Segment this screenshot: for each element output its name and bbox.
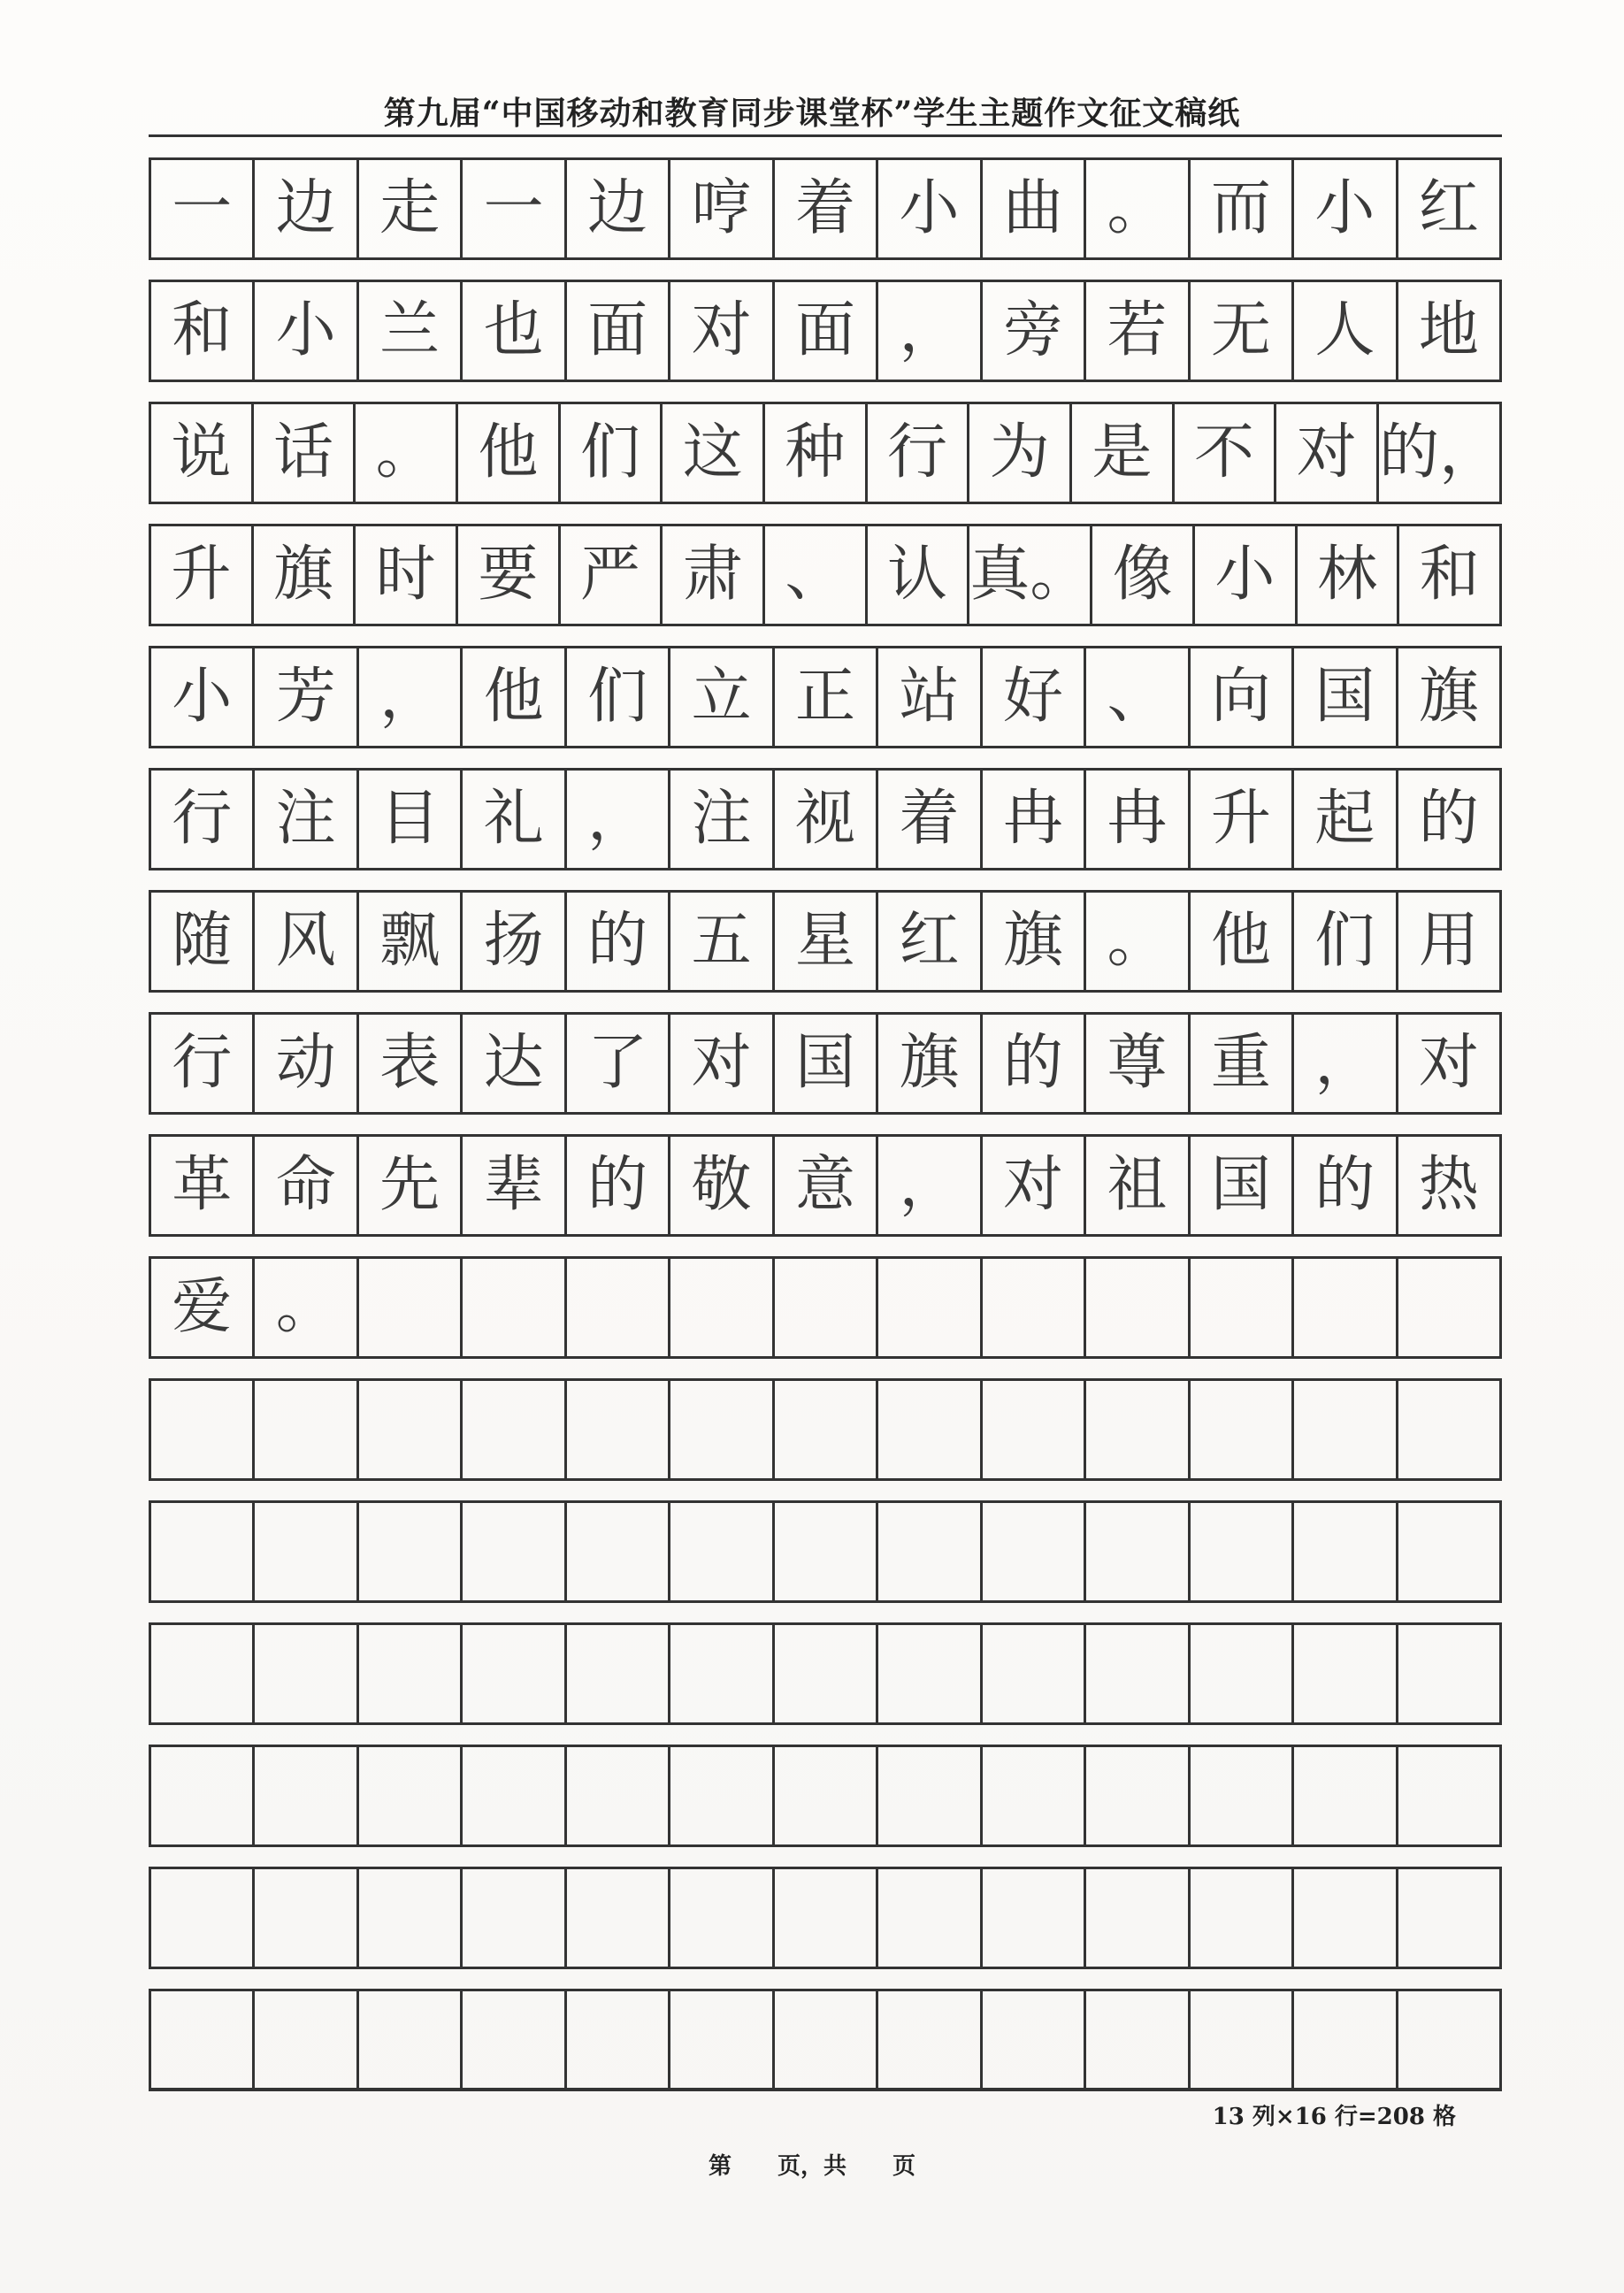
grid-cell: 起 xyxy=(1294,771,1398,868)
grid-cell: 行 xyxy=(151,1015,255,1112)
grid-cell: 一 xyxy=(151,160,255,257)
grid-cell: 小 xyxy=(255,282,358,380)
grid-cell: 林 xyxy=(1298,526,1400,624)
grid-cell: 一 xyxy=(463,160,566,257)
page-number-label: 第 页，共 页 xyxy=(708,2153,915,2180)
grid-cell xyxy=(1086,1747,1190,1844)
header-rule xyxy=(149,134,1502,137)
grid-cell: 芳 xyxy=(255,648,358,746)
grid-cell: 、 xyxy=(765,526,868,624)
grid-cell: 、 xyxy=(1086,648,1190,746)
grid-cell: 向 xyxy=(1191,648,1294,746)
grid-cell xyxy=(359,1625,463,1722)
grid-cell xyxy=(359,1381,463,1478)
grid-cell xyxy=(1294,1747,1398,1844)
grid-cell xyxy=(359,1259,463,1356)
grid-cell: 国 xyxy=(1294,648,1398,746)
grid-cell: 行 xyxy=(868,404,970,502)
grid-cell: 升 xyxy=(151,526,254,624)
grid-cell xyxy=(878,1503,982,1600)
grid-cell xyxy=(567,1869,670,1967)
grid-cell xyxy=(983,1747,1086,1844)
grid-cell xyxy=(775,1747,878,1844)
grid-cell xyxy=(670,1869,774,1967)
grid-cell xyxy=(567,1747,670,1844)
grid-count-label: 13 列×16 行=208 格 xyxy=(1212,2104,1456,2130)
grid-cell xyxy=(1086,1869,1190,1967)
grid-row xyxy=(149,1989,1502,2091)
grid-cell: 对 xyxy=(983,1137,1086,1234)
grid-cell xyxy=(983,1991,1086,2089)
grid-row xyxy=(149,1256,1502,1359)
grid-cell xyxy=(359,1747,463,1844)
grid-cell: 他 xyxy=(1191,893,1294,990)
grid-row xyxy=(149,1134,1502,1237)
grid-cell xyxy=(878,1747,982,1844)
grid-row xyxy=(149,157,1502,260)
grid-cell xyxy=(983,1259,1086,1356)
grid-cell xyxy=(359,1869,463,1967)
grid-cell: 小 xyxy=(1195,526,1298,624)
grid-cell xyxy=(1086,1381,1190,1478)
grid-cell: 小 xyxy=(151,648,255,746)
grid-cell: 动 xyxy=(255,1015,358,1112)
grid-cell: ， xyxy=(878,1137,982,1234)
grid-cell: 祖 xyxy=(1086,1137,1190,1234)
grid-cell xyxy=(463,1259,566,1356)
grid-cell: 人 xyxy=(1294,282,1398,380)
grid-cell: 敬 xyxy=(670,1137,774,1234)
grid-row xyxy=(149,890,1502,993)
grid-cell xyxy=(463,1991,566,2089)
grid-row xyxy=(149,1378,1502,1481)
grid-cell: 国 xyxy=(1191,1137,1294,1234)
grid-cell: 和 xyxy=(151,282,255,380)
grid-cell xyxy=(670,1991,774,2089)
grid-cell xyxy=(1191,1381,1294,1478)
grid-cell: 走 xyxy=(359,160,463,257)
grid-cell xyxy=(775,1991,878,2089)
grid-cell: 辈 xyxy=(463,1137,566,1234)
grid-cell xyxy=(878,1381,982,1478)
grid-cell: 们 xyxy=(567,648,670,746)
grid-cell: 重 xyxy=(1191,1015,1294,1112)
grid-row xyxy=(149,1012,1502,1115)
grid-cell xyxy=(775,1869,878,1967)
grid-cell: 目 xyxy=(359,771,463,868)
grid-cell: 站 xyxy=(878,648,982,746)
grid-cell: 。 xyxy=(1086,160,1190,257)
grid-cell: 旗 xyxy=(1418,662,1479,732)
grid-cell: 飘 xyxy=(359,893,463,990)
grid-row xyxy=(149,646,1502,748)
grid-cell xyxy=(670,1381,774,1478)
grid-cell: 的， xyxy=(1379,418,1500,487)
grid-cell: 像 xyxy=(1092,526,1195,624)
grid-cell: 严 xyxy=(561,526,663,624)
writing-grid xyxy=(149,157,1502,2111)
grid-cell: 着 xyxy=(878,771,982,868)
grid-cell: 对 xyxy=(670,1015,774,1112)
grid-cell xyxy=(775,1503,878,1600)
grid-cell: 面 xyxy=(567,282,670,380)
grid-cell xyxy=(1294,1259,1398,1356)
grid-cell: 革 xyxy=(151,1137,255,1234)
grid-cell: 。 xyxy=(1086,893,1190,990)
grid-cell: 的 xyxy=(1294,1137,1398,1234)
grid-cell: 的 xyxy=(1418,784,1479,854)
grid-cell xyxy=(567,1503,670,1600)
grid-cell xyxy=(255,1625,358,1722)
grid-cell xyxy=(151,1381,255,1478)
grid-cell: 星 xyxy=(775,893,878,990)
grid-cell xyxy=(567,1381,670,1478)
grid-cell xyxy=(1294,1381,1398,1478)
grid-cell: 的 xyxy=(567,893,670,990)
grid-cell: 这 xyxy=(663,404,765,502)
grid-cell: 命 xyxy=(255,1137,358,1234)
grid-cell xyxy=(670,1259,774,1356)
grid-cell xyxy=(1191,1625,1294,1722)
grid-cell: 而 xyxy=(1191,160,1294,257)
grid-cell xyxy=(151,1503,255,1600)
grid-cell: 先 xyxy=(359,1137,463,1234)
grid-cell: 礼 xyxy=(463,771,566,868)
grid-cell xyxy=(1086,1625,1190,1722)
grid-cell: 。 xyxy=(255,1259,358,1356)
grid-row xyxy=(149,1500,1502,1603)
grid-cell xyxy=(567,1259,670,1356)
grid-cell xyxy=(1086,1259,1190,1356)
grid-cell: 要 xyxy=(458,526,561,624)
grid-cell: 和 xyxy=(1419,540,1480,610)
grid-cell xyxy=(878,1259,982,1356)
grid-cell xyxy=(463,1747,566,1844)
grid-cell: 小 xyxy=(1294,160,1398,257)
grid-cell: 们 xyxy=(1294,893,1398,990)
grid-cell: 地 xyxy=(1418,295,1479,365)
footer-rule xyxy=(149,2088,1502,2090)
grid-cell xyxy=(255,1503,358,1600)
grid-cell: 种 xyxy=(765,404,868,502)
grid-cell: 注 xyxy=(670,771,774,868)
grid-cell xyxy=(359,1991,463,2089)
grid-cell: 正 xyxy=(775,648,878,746)
grid-cell: 表 xyxy=(359,1015,463,1112)
grid-cell: ， xyxy=(359,648,463,746)
grid-cell xyxy=(1086,1503,1190,1600)
grid-cell: 国 xyxy=(775,1015,878,1112)
grid-cell xyxy=(1191,1503,1294,1600)
grid-cell: 扬 xyxy=(463,893,566,990)
grid-cell: 五 xyxy=(670,893,774,990)
grid-row xyxy=(149,402,1502,504)
grid-cell xyxy=(463,1503,566,1600)
grid-cell xyxy=(1398,1503,1499,1600)
grid-cell: 说 xyxy=(151,404,254,502)
grid-cell: 肃 xyxy=(663,526,765,624)
grid-cell xyxy=(983,1503,1086,1600)
grid-cell: 旁 xyxy=(983,282,1086,380)
grid-cell: 了 xyxy=(567,1015,670,1112)
grid-cell: 边 xyxy=(255,160,358,257)
grid-cell: 着 xyxy=(775,160,878,257)
grid-cell: 意 xyxy=(775,1137,878,1234)
grid-cell: 的 xyxy=(983,1015,1086,1112)
grid-cell: 爱 xyxy=(151,1259,255,1356)
grid-cell: 旗 xyxy=(983,893,1086,990)
grid-cell: 对 xyxy=(670,282,774,380)
grid-cell xyxy=(359,1503,463,1600)
grid-cell xyxy=(1398,1747,1499,1844)
grid-cell xyxy=(463,1381,566,1478)
grid-cell: 真。 xyxy=(969,526,1092,624)
grid-cell xyxy=(255,1747,358,1844)
grid-cell xyxy=(1294,1869,1398,1967)
grid-cell xyxy=(1398,1991,1499,2089)
grid-cell: ， xyxy=(567,771,670,868)
grid-cell xyxy=(151,1869,255,1967)
grid-cell: 尊 xyxy=(1086,1015,1190,1112)
grid-row xyxy=(149,768,1502,870)
grid-cell xyxy=(670,1625,774,1722)
grid-cell xyxy=(1191,1747,1294,1844)
grid-cell: 认 xyxy=(868,526,970,624)
grid-row xyxy=(149,1745,1502,1847)
grid-cell xyxy=(255,1991,358,2089)
grid-cell xyxy=(983,1625,1086,1722)
grid-cell: 随 xyxy=(151,893,255,990)
grid-cell xyxy=(255,1869,358,1967)
grid-cell: 若 xyxy=(1086,282,1190,380)
page-title: 第九届“中国移动和教育同步课堂杯”学生主题作文征文稿纸 xyxy=(383,95,1241,132)
grid-cell xyxy=(151,1625,255,1722)
grid-cell: 达 xyxy=(463,1015,566,1112)
grid-cell xyxy=(463,1869,566,1967)
grid-cell xyxy=(1398,1869,1499,1967)
grid-cell xyxy=(775,1259,878,1356)
grid-row xyxy=(149,1867,1502,1969)
grid-cell: 行 xyxy=(151,771,255,868)
grid-cell: 曲 xyxy=(983,160,1086,257)
grid-cell xyxy=(983,1869,1086,1967)
grid-cell xyxy=(1398,1625,1499,1722)
grid-cell: 哼 xyxy=(670,160,774,257)
grid-cell: 面 xyxy=(775,282,878,380)
grid-cell: 用 xyxy=(1418,906,1479,976)
grid-cell xyxy=(1191,1869,1294,1967)
grid-cell xyxy=(775,1381,878,1478)
grid-cell: 也 xyxy=(463,282,566,380)
grid-cell: ， xyxy=(878,282,982,380)
grid-cell: 是 xyxy=(1072,404,1175,502)
grid-cell xyxy=(983,1381,1086,1478)
grid-row xyxy=(149,524,1502,626)
grid-cell: 不 xyxy=(1175,404,1277,502)
grid-cell xyxy=(670,1503,774,1600)
grid-cell: 的 xyxy=(567,1137,670,1234)
grid-cell: 旗 xyxy=(254,526,356,624)
grid-cell: 时 xyxy=(356,526,458,624)
grid-cell: 旗 xyxy=(878,1015,982,1112)
grid-cell: 他 xyxy=(458,404,561,502)
grid-cell: 立 xyxy=(670,648,774,746)
grid-cell: 视 xyxy=(775,771,878,868)
grid-cell: 他 xyxy=(463,648,566,746)
grid-cell xyxy=(463,1625,566,1722)
grid-cell xyxy=(151,1747,255,1844)
grid-cell: 兰 xyxy=(359,282,463,380)
grid-cell: 热 xyxy=(1418,1150,1479,1220)
grid-cell: 们 xyxy=(561,404,663,502)
grid-cell: 小 xyxy=(878,160,982,257)
grid-cell xyxy=(775,1625,878,1722)
grid-cell xyxy=(255,1381,358,1478)
grid-cell xyxy=(151,1991,255,2089)
grid-cell: 无 xyxy=(1191,282,1294,380)
grid-cell: 升 xyxy=(1191,771,1294,868)
grid-cell: ， xyxy=(1294,1015,1398,1112)
grid-cell xyxy=(1294,1991,1398,2089)
grid-cell: 风 xyxy=(255,893,358,990)
grid-cell xyxy=(1398,1259,1499,1356)
grid-cell: 注 xyxy=(255,771,358,868)
grid-cell xyxy=(878,1625,982,1722)
grid-cell xyxy=(878,1991,982,2089)
grid-cell xyxy=(670,1747,774,1844)
grid-cell xyxy=(1191,1259,1294,1356)
grid-cell xyxy=(1398,1381,1499,1478)
grid-cell: 冉 xyxy=(983,771,1086,868)
grid-cell: 红 xyxy=(1418,173,1479,243)
grid-cell: 冉 xyxy=(1086,771,1190,868)
grid-cell xyxy=(1294,1503,1398,1600)
grid-cell: 为 xyxy=(969,404,1072,502)
grid-cell xyxy=(1086,1991,1190,2089)
grid-cell: 对 xyxy=(1276,404,1379,502)
grid-cell xyxy=(1294,1625,1398,1722)
grid-row xyxy=(149,1622,1502,1725)
grid-cell xyxy=(1191,1991,1294,2089)
grid-cell: 红 xyxy=(878,893,982,990)
grid-cell xyxy=(878,1869,982,1967)
grid-cell: 好 xyxy=(983,648,1086,746)
grid-cell: 边 xyxy=(567,160,670,257)
grid-cell xyxy=(567,1625,670,1722)
grid-row xyxy=(149,280,1502,382)
grid-cell: 。 xyxy=(356,404,458,502)
grid-cell xyxy=(567,1991,670,2089)
grid-cell: 对 xyxy=(1418,1028,1479,1098)
grid-cell: 话 xyxy=(254,404,356,502)
